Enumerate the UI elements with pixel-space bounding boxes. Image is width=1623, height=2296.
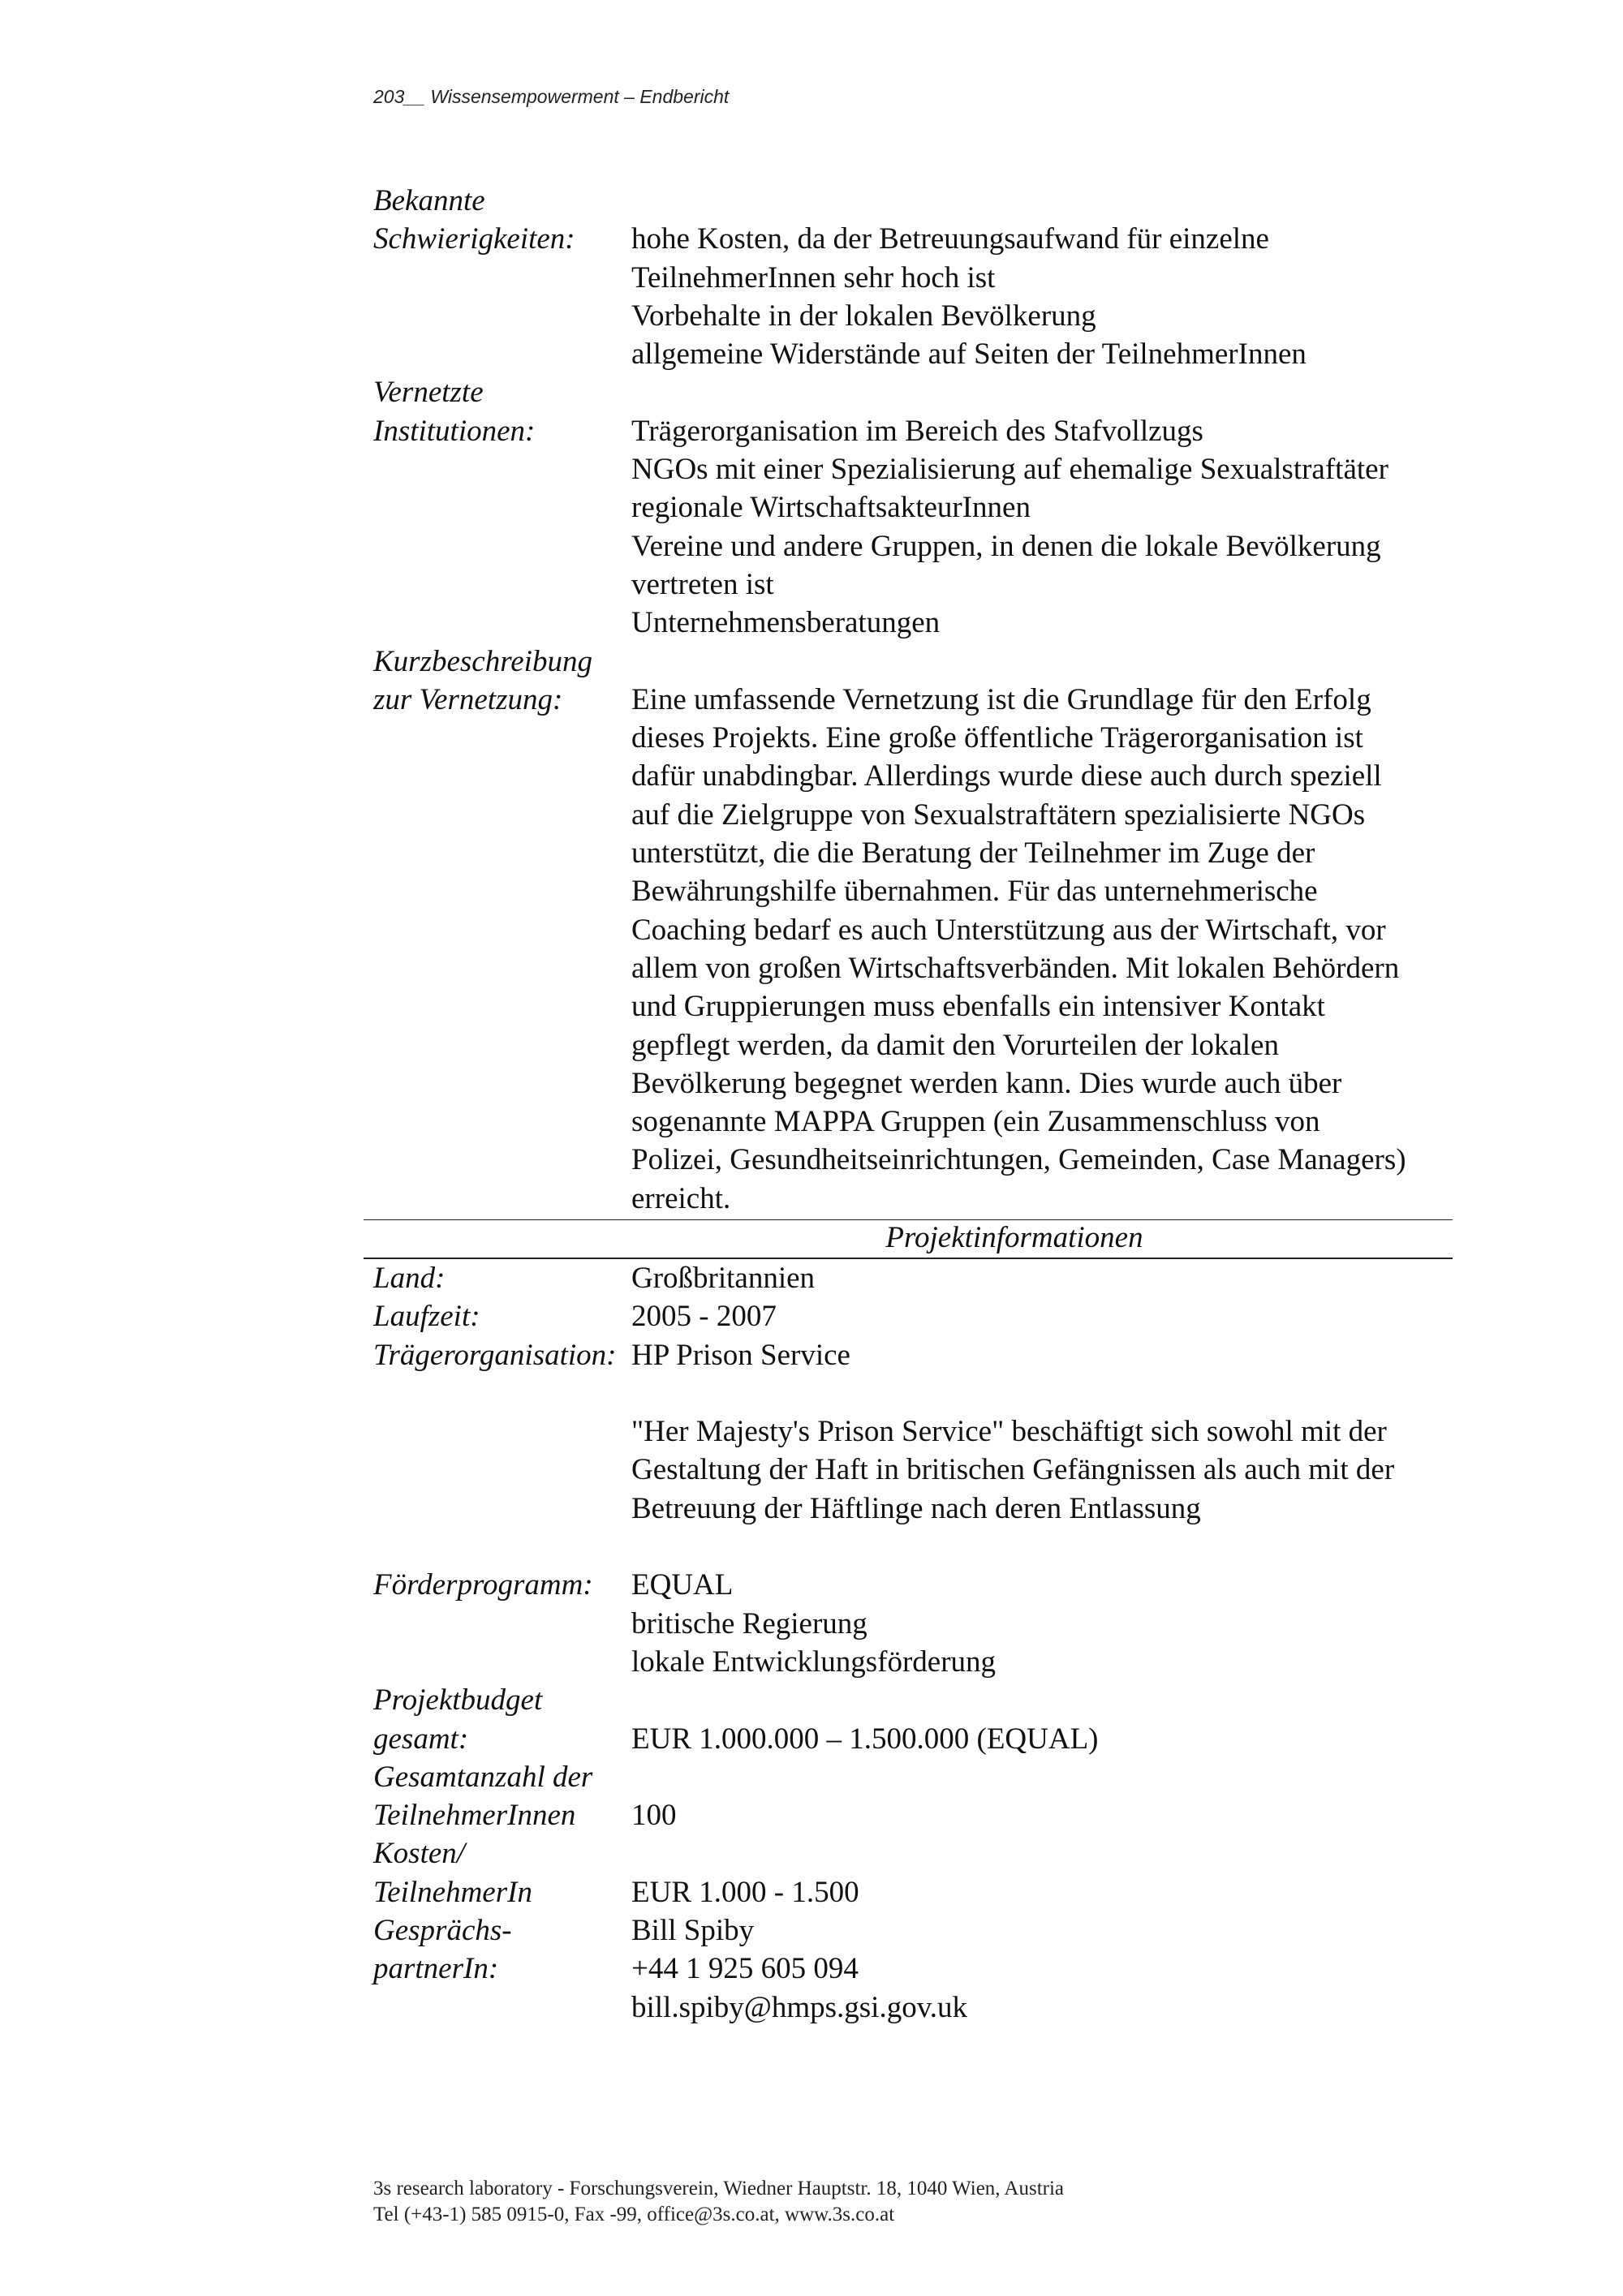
- organisation-value: HP Prison Service "Her Majesty's Prison Service" beschäftigt sich sowohl mit der Gestaltung der Haft in britischen Gefängnissen als auch mit der Betreuung der Häftlinge nach deren Entlassung: [631, 1336, 1453, 1567]
- country-label: Land:: [373, 1262, 446, 1295]
- participants-value: 100: [631, 1799, 677, 1833]
- organisation-description: "Her Majesty's Prison Service" beschäftigt sich sowohl mit der: [631, 1415, 1387, 1449]
- networking-value: Eine umfassende Vernetzung ist die Grundlage für den Erfolg dieses Projekts. Eine große öffentliche Trägerorganisation ist dafür unabdingbar. Allerdings wurde diese auch durch speziell auf die Zielgruppe von Sexualstraftätern spezialisierte NGOs unterstützt, die die Beratung der Teilnehmer im Zuge der Bewährungshilfe übernahmen. Für das unternehmerische Coaching bedarf es auch Unterstützung aus der Wirtschaft, vor allem von großen Wirtschaftsverbänden. Mit lokalen Behördern und Gruppierungen muss ebenfalls ein intensiver Kontakt gepflegt werden, da damit den Vorurteilen der lokalen Bevölkerung begegnet werden kann. Dies wurde auch über sogenannte MAPPA Gruppen (ein Zusammenschluss von Polizei, Gesundheitseinrichtungen, Gemeinden, Case Managers) erreicht.: [631, 682, 1406, 1215]
- difficulties-label: Bekannte Schwierigkeiten:: [373, 184, 575, 256]
- footer-contact: Tel (+43-1) 585 0915-0, Fax -99, office@3s.co.at, www.3s.co.at: [373, 2204, 895, 2225]
- country-value: Großbritannien: [631, 1262, 816, 1295]
- organisation-row: [373, 1336, 1453, 1567]
- page-footer: [373, 2176, 1064, 2228]
- project-info-table: [373, 1259, 1453, 2027]
- country-row: [373, 1259, 1453, 1297]
- institutions-label: Vernetzte Institutionen:: [373, 376, 536, 448]
- contact-phone: +44 1 925 605 094: [631, 1952, 859, 1986]
- project-info-heading-text: Projektinformationen: [885, 1221, 1143, 1254]
- participants-label: Gesamtanzahl der TeilnehmerInnen: [373, 1760, 593, 1833]
- budget-value: EUR 1.000.000 – 1.500.000 (EQUAL): [631, 1722, 1099, 1756]
- budget-label: Projektbudget gesamt:: [373, 1683, 543, 1756]
- duration-row: [373, 1297, 1453, 1335]
- funding-row: [373, 1566, 1453, 1681]
- cost-value: EUR 1.000 - 1.500: [631, 1875, 859, 1909]
- duration-label: Laufzeit:: [373, 1300, 480, 1334]
- institutions-value: Trägerorganisation im Bereich des Stafvollzugs NGOs mit einer Spezialisierung auf ehemalige Sexualstraftäter regionale WirtschaftsakteurInnen Vereine und andere Gruppen, in denen die lokale Bevölkerung vertreten ist Unternehmensberatungen: [631, 414, 1388, 640]
- participants-row: [373, 1758, 1453, 1835]
- contact-row: [373, 1911, 1453, 2027]
- project-details-top: [373, 182, 1453, 1218]
- contact-label: Gesprächs- partnerIn:: [373, 1914, 512, 1986]
- contact-email: bill.spiby@hmps.gsi.gov.uk: [631, 1990, 968, 2024]
- project-info-heading: [364, 1219, 1453, 1259]
- budget-row: [373, 1681, 1453, 1758]
- funding-value: EQUAL britische Regierung lokale Entwicklungsförderung: [631, 1568, 997, 1679]
- contact-value: [631, 1911, 1453, 2027]
- cost-label: Kosten/ TeilnehmerIn: [373, 1837, 532, 1909]
- running-header: 203__ Wissensempowerment – Endbericht: [373, 86, 730, 107]
- funding-label: Förderprogramm:: [373, 1568, 593, 1602]
- footer-address: 3s research laboratory - Forschungsverein, Wiedner Hauptstr. 18, 1040 Wien, Austria: [373, 2178, 1065, 2199]
- networking-row: [373, 643, 1453, 1218]
- difficulties-row: [373, 182, 1453, 373]
- duration-value: 2005 - 2007: [631, 1300, 777, 1334]
- cost-row: [373, 1834, 1453, 1911]
- contact-name: Bill Spiby: [631, 1914, 755, 1948]
- difficulties-value: hohe Kosten, da der Betreuungsaufwand für einzelne TeilnehmerInnen sehr hoch ist Vorbehalte in der lokalen Bevölkerung allgemeine Widerstände auf Seiten der TeilnehmerInnen: [631, 222, 1307, 372]
- networking-label: Kurzbeschreibung zur Vernetzung:: [373, 644, 592, 716]
- institutions-row: [373, 373, 1453, 642]
- organisation-label: Trägerorganisation:: [373, 1338, 617, 1372]
